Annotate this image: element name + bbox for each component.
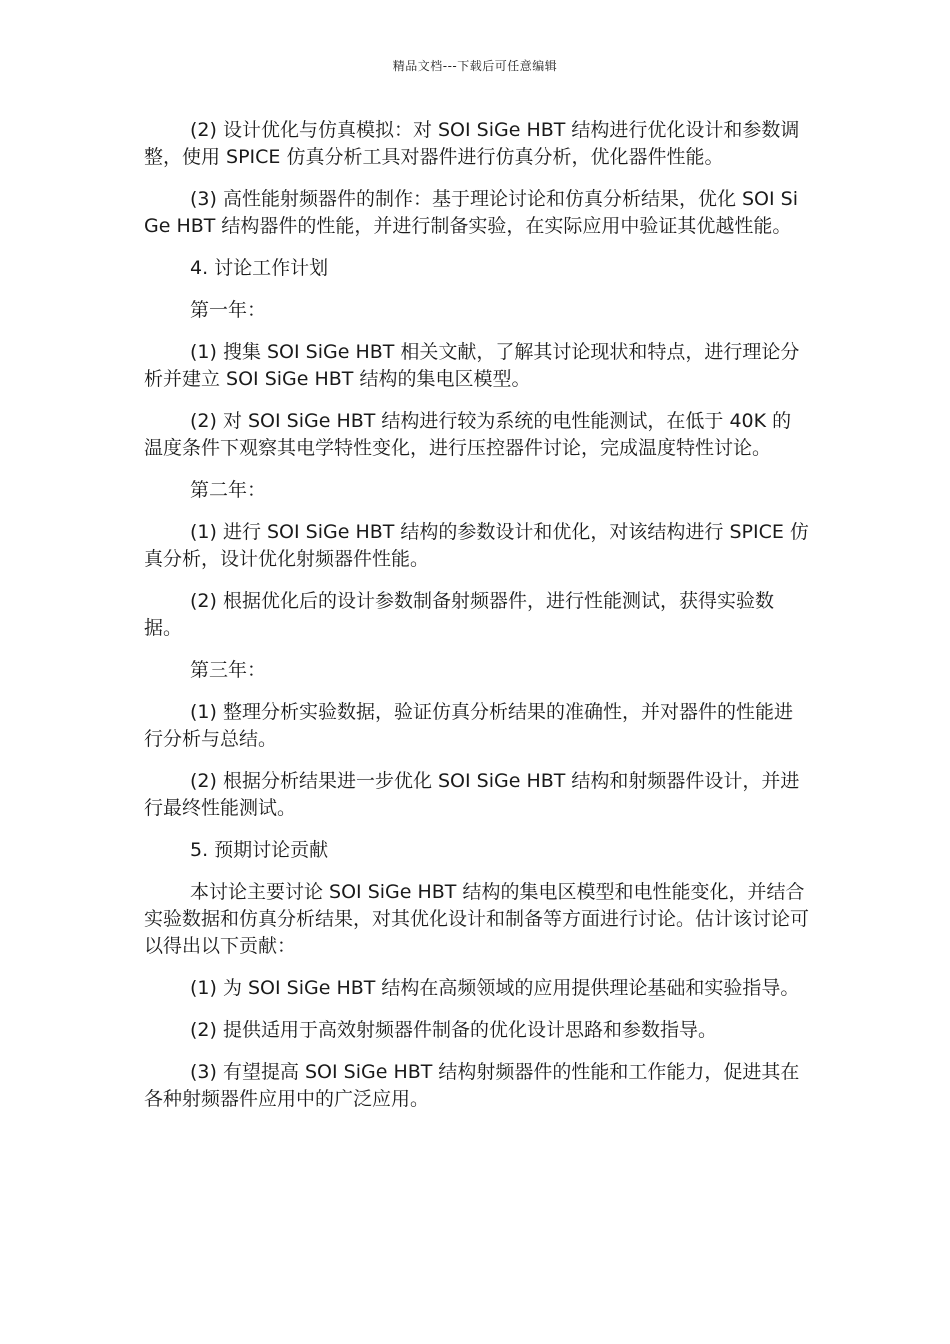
year-one-item-2: (2) 对 SOI SiGe HBT 结构进行较为系统的电性能测试，在低于 40K 的温度条件下观察其电学特性变化，进行压控器件讨论，完成温度特性讨论。 (144, 410, 792, 459)
paragraph-rf-device-fabrication: (3) 高性能射频器件的制作：基于理论讨论和仿真分析结果，优化 SOI SiGe HBT 结构器件的性能，并进行制备实验，在实际应用中验证其优越性能。 (144, 188, 798, 237)
year-two-heading: 第二年： (190, 479, 267, 501)
year-two-item-1: (1) 进行 SOI SiGe HBT 结构的参数设计和优化，对该结构进行 SPICE 仿真分析，设计优化射频器件性能。 (144, 521, 809, 570)
year-three-heading: 第三年： (190, 659, 267, 681)
contribution-item-3: (3) 有望提高 SOI SiGe HBT 结构射频器件的性能和工作能力，促进其在各种射频器件应用中的广泛应用。 (144, 1061, 800, 1110)
paragraph-design-optimization: (2) 设计优化与仿真模拟：对 SOI SiGe HBT 结构进行优化设计和参数调整，使用 SPICE 仿真分析工具对器件进行仿真分析，优化器件性能。 (144, 119, 800, 168)
contributions-intro: 本讨论主要讨论 SOI SiGe HBT 结构的集电区模型和电性能变化，并结合实验数据和仿真分析结果，对其优化设计和制备等方面进行讨论。估计该讨论可以得出以下贡献： (144, 881, 810, 957)
year-one-heading: 第一年： (190, 299, 267, 321)
year-three-item-2: (2) 根据分析结果进一步优化 SOI SiGe HBT 结构和射频器件设计，并进行最终性能测试。 (144, 770, 800, 819)
page-header: 精品文档---下载后可任意编辑 (392, 59, 558, 73)
contribution-item-2: (2) 提供适用于高效射频器件制备的优化设计思路和参数指导。 (190, 1019, 717, 1041)
contribution-item-1: (1) 为 SOI SiGe HBT 结构在高频领域的应用提供理论基础和实验指导。 (190, 977, 800, 999)
year-two-item-2: (2) 根据优化后的设计参数制备射频器件，进行性能测试，获得实验数据。 (144, 590, 774, 639)
document-body (144, 117, 810, 1128)
section-heading-contributions: 5. 预期讨论贡献 (190, 839, 329, 861)
year-three-item-1: (1) 整理分析实验数据，验证仿真分析结果的准确性，并对器件的性能进行分析与总结。 (144, 701, 793, 750)
section-heading-work-plan: 4. 讨论工作计划 (190, 257, 329, 279)
year-one-item-1: (1) 搜集 SOI SiGe HBT 相关文献，了解其讨论现状和特点，进行理论分析并建立 SOI SiGe HBT 结构的集电区模型。 (144, 341, 800, 390)
